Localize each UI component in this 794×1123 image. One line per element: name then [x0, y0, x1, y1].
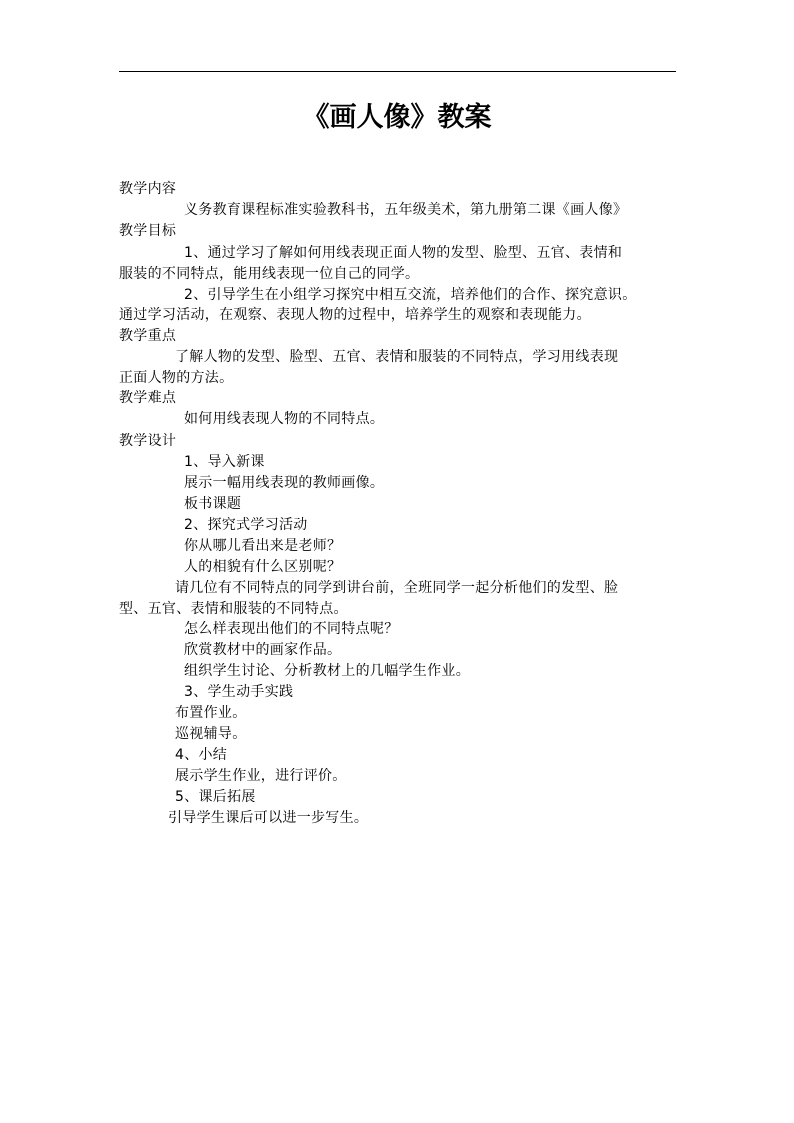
section-heading-objectives: 教学目标 — [119, 223, 177, 239]
paragraph-line: 义务教育课程标准实验教科书，五年级美术，第九册第二课《画人像》 — [184, 202, 628, 218]
section-heading-content: 教学内容 — [119, 181, 177, 197]
paragraph-line: 请几位有不同特点的同学到讲台前，全班同学一起分析他们的发型、脸 — [175, 580, 619, 596]
paragraph-line: 引导学生课后可以进一步写生。 — [168, 810, 369, 826]
section-heading-key-points: 教学重点 — [119, 328, 177, 344]
paragraph-line: 2、引导学生在小组学习探究中相互交流，培养他们的合作、探究意识。 — [184, 287, 637, 303]
paragraph-line: 正面人物的方法。 — [119, 370, 234, 386]
paragraph-line: 如何用线表现人物的不同特点。 — [184, 411, 385, 427]
paragraph-line: 组织学生讨论、分析教材上的几幅学生作业。 — [184, 663, 470, 679]
section-heading-difficulties: 教学难点 — [119, 390, 177, 406]
paragraph-line: 人的相貌有什么区别呢？ — [184, 559, 342, 575]
paragraph-line: 你从哪儿看出来是老师？ — [184, 538, 342, 554]
paragraph-line: 欣赏教材中的画家作品。 — [184, 642, 342, 658]
paragraph-line: 了解人物的发型、脸型、五官、表情和服装的不同特点，学习用线表现 — [175, 349, 619, 365]
section-heading-design: 教学设计 — [119, 433, 177, 449]
document-title: 《画人像》教案 — [302, 102, 492, 133]
paragraph-line: 巡视辅导。 — [175, 726, 247, 742]
header-rule — [119, 71, 676, 72]
step-heading: 1、导入新课 — [184, 454, 265, 470]
paragraph-line: 板书课题 — [184, 496, 242, 512]
paragraph-line: 型、五官、表情和服装的不同特点。 — [119, 601, 348, 617]
paragraph-line: 展示一幅用线表现的教师画像。 — [184, 475, 385, 491]
step-heading: 4、小结 — [175, 747, 228, 763]
step-heading: 5、课后拓展 — [175, 789, 256, 805]
step-heading: 3、学生动手实践 — [184, 684, 294, 700]
paragraph-line: 展示学生作业，进行评价。 — [175, 768, 347, 784]
paragraph-line: 服装的不同特点，能用线表现一位自己的同学。 — [119, 266, 420, 282]
paragraph-line: 1、通过学习了解如何用线表现正面人物的发型、脸型、五官、表情和 — [184, 245, 623, 261]
paragraph-line: 怎么样表现出他们的不同特点呢？ — [184, 621, 399, 637]
paragraph-line: 布置作业。 — [175, 705, 247, 721]
step-heading: 2、探究式学习活动 — [184, 517, 308, 533]
paragraph-line: 通过学习活动，在观察、表现人物的过程中，培养学生的观察和表现能力。 — [119, 307, 591, 323]
